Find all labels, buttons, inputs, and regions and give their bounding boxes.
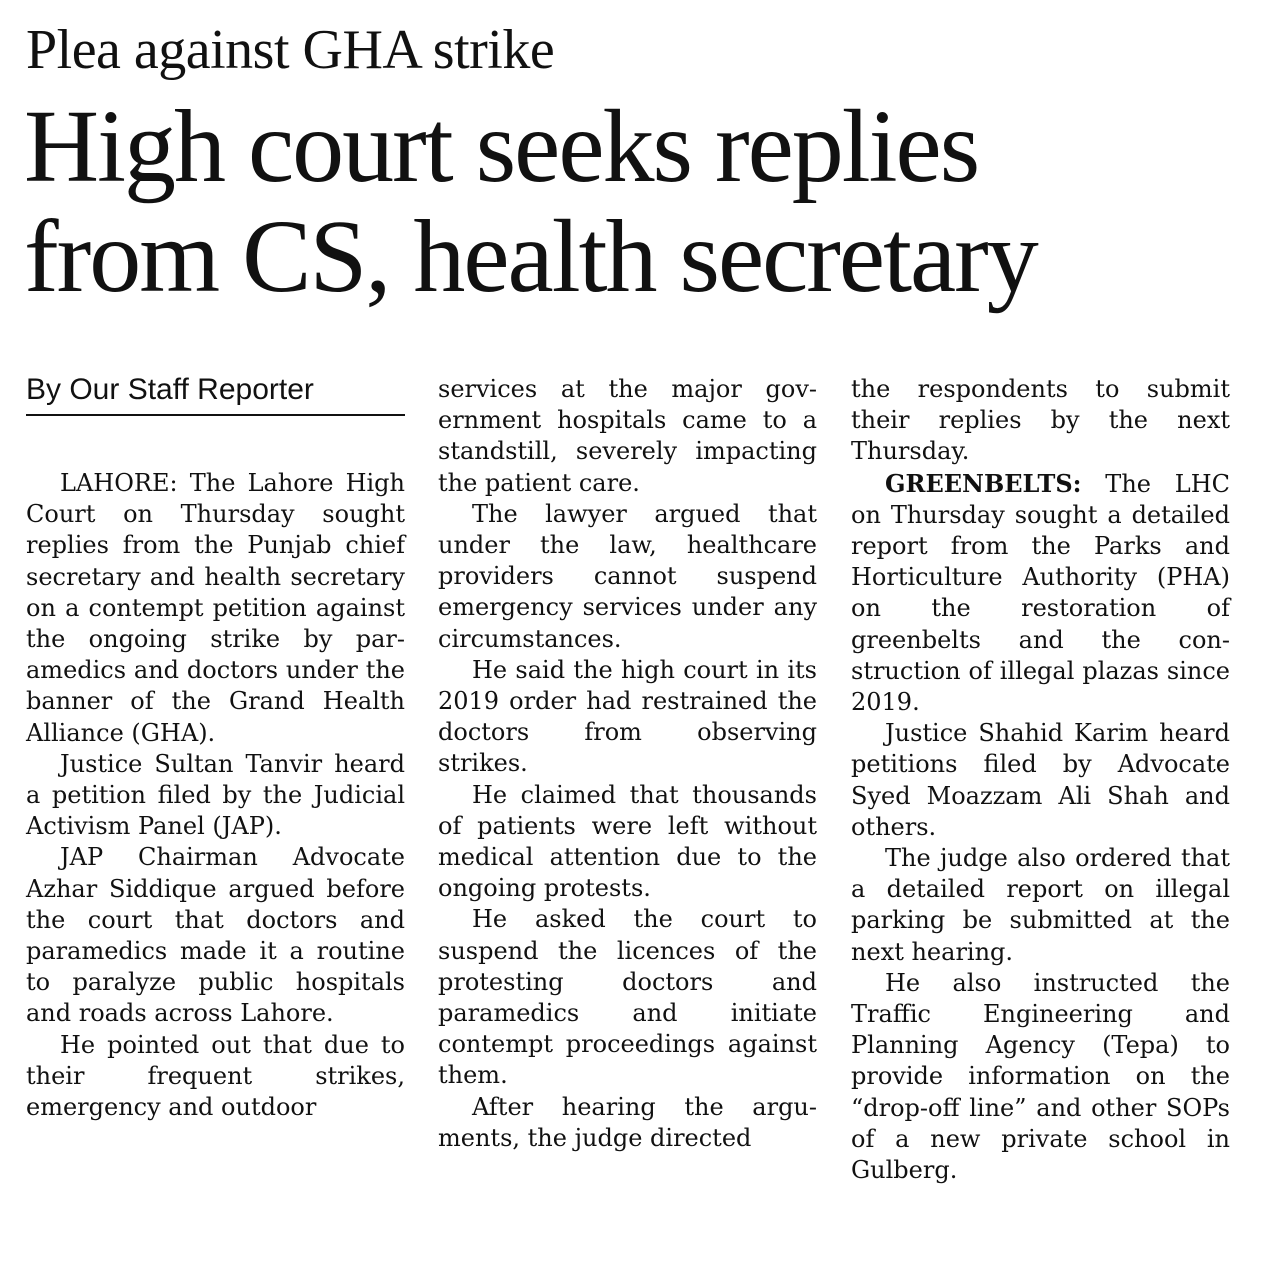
paragraph-continued: the respondents to submit their replies by the next Thursday. [851, 375, 1230, 466]
paragraph: He claimed that thousands of patients were left without medical attention due to the ongoing protests. [438, 780, 817, 903]
paragraph: LAHORE: The Lahore High Court on Thursday sought replies from the Punjab chief secretary and health secretary on a contempt petition against the ongoing strike by paramedics and doctors under the banner of the Grand Health Alliance (GHA). [26, 469, 405, 747]
paragraph: JAP Chairman Advocate Azhar Siddique argued before the court that doctors and paramedics made it a routine to paralyze public hospitals and roads across Lahore. [26, 843, 405, 1028]
paragraph-continued: services at the major government hospitals came to a standstill, severely impacting the patient care. [438, 375, 817, 497]
section-subhead: GREENBELTS: [885, 468, 1082, 498]
paragraph: Justice Sultan Tanvir heard a petition filed by the Judicial Activism Panel (JAP). [26, 749, 405, 841]
paragraph: He said the high court in its 2019 order had restrained the doctors from observing strikes. [438, 655, 817, 778]
article-byline: By Our Staff Reporter [26, 370, 405, 416]
paragraph: The judge also ordered that a detailed report on illegal parking be submitted at the next hearing. [851, 844, 1230, 966]
paragraph: He also instructed the Traffic Engineering and Planning Agency (Tepa) to provide information on the “drop-off line” and other SOPs of a new private school in Gulberg. [851, 968, 1230, 1185]
paragraph-greenbelts [851, 468, 1230, 719]
article-kicker: Plea against GHA strike [26, 19, 555, 81]
paragraph: After hearing the arguments, the judge directed [438, 1092, 817, 1152]
paragraph: He pointed out that due to their frequent strikes, emergency and outdoor [26, 1030, 405, 1122]
headline-line-1: High court seeks replies [24, 89, 979, 204]
article-headline [24, 89, 1244, 314]
article-column-3 [851, 374, 1230, 1186]
article-column-1 [26, 468, 405, 1123]
paragraph: He asked the court to suspend the licences of the protesting doctors and paramedics and initiate contempt proceedings against them. [438, 905, 817, 1090]
headline-line-2: from CS, health secretary [24, 199, 1037, 314]
paragraph: The lawyer argued that under the law, healthcare providers cannot suspend emergency services under any circumstances. [438, 499, 817, 653]
paragraph-text: The LHC on Thursday sought a detailed report from the Parks and Horticulture Authority (PHA) on the restoration of greenbelts and the construction of illegal plazas since 2019. [851, 469, 1230, 717]
article-column-2 [438, 374, 817, 1154]
paragraph: Justice Shahid Karim heard petitions filed by Advocate Syed Moazzam Ali Shah and others. [851, 719, 1230, 841]
